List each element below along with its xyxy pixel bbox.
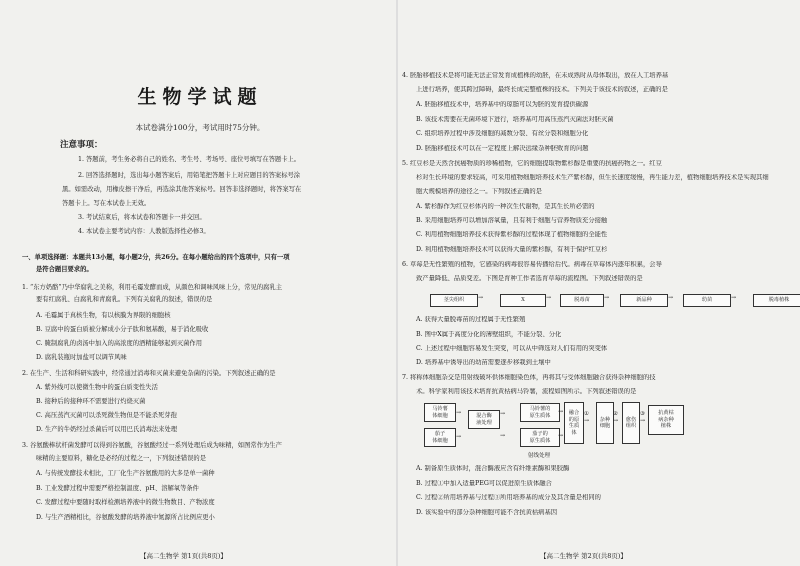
question-line: B. 采用细胞培养可以增加溶氧量，且有利于细胞与营养物质充分接触: [416, 217, 608, 224]
question-line: 5. 红豆杉是天然含抗癌物质的珍稀植物，它的细胞提取物紫杉醇是重要的抗癌药物之一。红豆: [402, 160, 662, 167]
arrow-icon: →: [604, 294, 610, 301]
question-line: B. 图中X属于高度分化的薄壁组织，不能分裂、分化: [416, 331, 562, 338]
arrow-icon: →: [584, 417, 590, 424]
notice-item: 2. 回答选择题时，选出每小题答案后，用铅笔把答题卡上对应题目的答案标号涂: [78, 172, 301, 179]
diagram-box: 马铃薯的 原生质体: [520, 403, 560, 422]
notice-item: 1. 答题前，考生务必将自己的姓名、考生号、考场号、座位号填写在答题卡上。: [78, 156, 301, 163]
question-line: C. 过程②所用培养基与过程③所用培养基的成分及其含量是相同的: [416, 494, 601, 501]
question-line: C. 组织培养过程中涉及细胞的减数分裂、有丝分裂和细胞分化: [416, 130, 589, 137]
diagram-box: 混合酶 液处理: [468, 410, 500, 429]
diagram-box: X: [500, 294, 546, 307]
arrow-icon: →: [558, 432, 564, 439]
footer-left: 【高二生物学 第1页(共8页)】: [140, 552, 227, 560]
arrow-icon: →: [500, 432, 506, 439]
diagram-label: ②: [613, 411, 618, 417]
diagram-box: 幼苗: [683, 294, 731, 307]
question-line: D. 生产的牛奶经过杀菌后可以用巴氏消毒法来处理: [36, 426, 178, 433]
diagram-box: 茄子 体细胞: [424, 428, 456, 447]
question-line: A. 毛霉属于真核生物，有以核膜为界限的细胞核: [36, 312, 171, 319]
notice-item: 4. 本试卷主要考试内容：人教版选择性必修3。: [78, 228, 210, 235]
question-line: 要有红腐乳、白腐乳和青腐乳。下列有关腐乳的叙述，错误的是: [36, 296, 213, 303]
diagram-box: 融合 的原 生质 体: [564, 402, 584, 444]
diagram-box: 茄子的 原生质体: [520, 428, 560, 447]
question-line: C. 上述过程中细胞容易发生突变，可以从中筛选对人们有用的突变体: [416, 345, 608, 352]
diagram-box: 脱毒植株: [753, 294, 800, 307]
question-line: A. 获得大量脱毒苗的过程属于无性繁殖: [416, 316, 526, 323]
diagram-box: 抗黄枯 病杂种 植株: [648, 405, 684, 435]
notice-item: 3. 考试结束后，将本试卷和答题卡一并交回。: [78, 214, 206, 221]
diagram-box: 脱毒苗: [560, 294, 604, 307]
arrow-icon: →: [546, 294, 552, 301]
question-line: 2. 在生产、生活和科研实践中，经常通过消毒和灭菌来避免杂菌的污染。下列叙述正确的是: [22, 370, 276, 377]
footer-right: 【高二生物学 第2页(共8页)】: [540, 552, 627, 560]
arrow-icon: →: [456, 409, 462, 416]
arrow-icon: →: [456, 433, 462, 440]
question-line: B. 该技术需要在无菌环境下进行，培养基可用高压蒸汽灭菌法对胚灭菌: [416, 116, 614, 123]
question-line: A. 制备原生质体时，混合酶液应含有纤维素酶和果胶酶: [416, 465, 570, 472]
question-line: D. 腐乳装瓶时加盐可以调节风味: [36, 354, 127, 361]
diagram-label: ③: [640, 411, 645, 417]
question-line: 6. 草莓是无性繁殖的植物，它感染的病毒很容易传播给后代。病毒在草莓体内逐年积累，会导: [402, 261, 662, 268]
question-line: 术。科学家利用该技术培育抗黄枯病马铃薯，流程如图所示。下列叙述错误的是: [416, 388, 637, 395]
question-line: 味精的主要原料，糖化是必经的过程之一，下列叙述错误的是: [36, 455, 207, 462]
question-line: C. 发酵过程中要随时取样检测培养液中的微生物数目、产物浓度: [36, 499, 215, 506]
diagram-box: 茎尖组织: [430, 294, 478, 307]
diagram-box: 杂种 细胞: [596, 402, 614, 444]
arrow-icon: →: [500, 410, 506, 417]
diagram-label: ①: [584, 411, 589, 417]
question-line: C. 腌制腐乳的卤汤中加入的高浓度的酒精能够起到灭菌作用: [36, 340, 203, 347]
question-line: C. 高压蒸汽灭菌可以杀死微生物但是不能杀死芽孢: [36, 412, 177, 419]
page-title: 生物学试题: [137, 86, 263, 108]
question-line: B. 豆腐中的蛋白质被分解成小分子肽和氨基酸，易于消化吸收: [36, 326, 209, 333]
arrow-icon: →: [613, 417, 619, 424]
question-line: A. 与传统发酵技术相比，工厂化生产谷氨酸用的大多是单一菌种: [36, 470, 215, 477]
question-line: C. 利用植物细胞培养技术获得紫杉醇的过程体现了植物细胞的全能性: [416, 231, 608, 238]
arrow-icon: →: [640, 417, 646, 424]
question-line: D. 胚胎移植技术可以在一定程度上解决远缘杂种胚败育的问题: [416, 145, 589, 152]
question-line: B. 工业发酵过程中需要严格控制温度、pH、溶解氧等条件: [36, 485, 199, 492]
question-line: 4. 胚胎移植技术是将可能无法正常发育成植株的幼胚，在未成熟时从母体取出，放在人工培养基: [402, 72, 669, 79]
question-line: 7. 将称体细胞杂交是用射线破坏供体细胞染色体，再将其与受体细胞融合获得杂种细胞的技: [402, 374, 656, 381]
question-line: 致产量降低、品质变差。下图是育种工作者选育草莓的流程图。下列叙述错误的是: [416, 275, 643, 282]
section-title: 一、单项选择题：本题共13小题，每小题2分，共26分。在每小题给出的四个选项中，只有一项: [22, 254, 290, 261]
question-line: A. 紫杉醇作为红豆杉体内的一种次生代谢物，是其生长所必需的: [416, 203, 595, 210]
question-line: 胞大规模培养的途径之一。下列叙述正确的是: [416, 188, 542, 195]
diagram-box: 马铃薯 体细胞: [424, 403, 456, 422]
question-line: 1. “东方奶酪”乃中华腐乳之美称，利用毛霉发酵而成，从颜色和调味风味上分，常见的腐乳主: [22, 284, 283, 291]
diagram-label: 射线处理: [528, 453, 551, 459]
notice-heading: 注意事项：: [60, 140, 103, 150]
question-line: D. 与生产酒精相比，谷氨酸发酵的培养液中氮源所占比例应更小: [36, 514, 215, 521]
section-title: 是符合题目要求的。: [36, 266, 93, 273]
question-line: B. 过程①中加入适量PEG可以促进原生质体融合: [416, 480, 552, 487]
question-line: 上进行培养，使其跨过障碍，最终长成完整植株的技术。下列关于该技术的叙述，正确的是: [416, 86, 668, 93]
exam-info: 本试卷满分100分，考试用时75分钟。: [135, 123, 265, 132]
arrow-icon: →: [558, 408, 564, 415]
question-line: 3. 谷氨酸棒状杆菌发酵可以得到谷氨酸，谷氨酸经过一系列处理后成为味精，如图常作为生产: [22, 442, 282, 449]
diagram-box: 新品种: [620, 294, 668, 307]
question-line: 杉对生长环境的要求较高，可采用植物细胞培养技术生产紫杉醇，但生长速度缓慢，再生能力差，植物细胞培养技术是实现其细: [416, 174, 769, 181]
question-line: D. 该实验中的部分杂种细胞可能不含抗黄枯病基因: [416, 509, 558, 516]
question-line: A. 胚胎移植技术中，培养基中的琼脂可以为胚的发育提供碳源: [416, 101, 589, 108]
notice-item: 黑。如需改动，用橡皮擦干净后，再选涂其他答案标号。回答非选择题时，将答案写在: [62, 186, 302, 193]
left-page: [0, 0, 385, 566]
notice-item: 答题卡上。写在本试卷上无效。: [62, 200, 151, 207]
question-line: B. 接种后的接种环不需要进行灼烧灭菌: [36, 398, 146, 405]
arrow-icon: →: [668, 294, 674, 301]
arrow-icon: →: [731, 294, 737, 301]
question-line: A. 紫外线可以使微生物中的蛋白质变性失活: [36, 384, 158, 391]
right-page: [400, 0, 790, 566]
diagram-box: 愈伤 组织: [622, 402, 640, 444]
arrow-icon: →: [478, 294, 484, 301]
question-line: D. 培养基中诱导出的幼苗需要逐步移栽到土壤中: [416, 359, 551, 366]
question-line: D. 利用植物细胞培养技术可以获得大量的紫杉醇，有利于保护红豆杉: [416, 246, 608, 253]
